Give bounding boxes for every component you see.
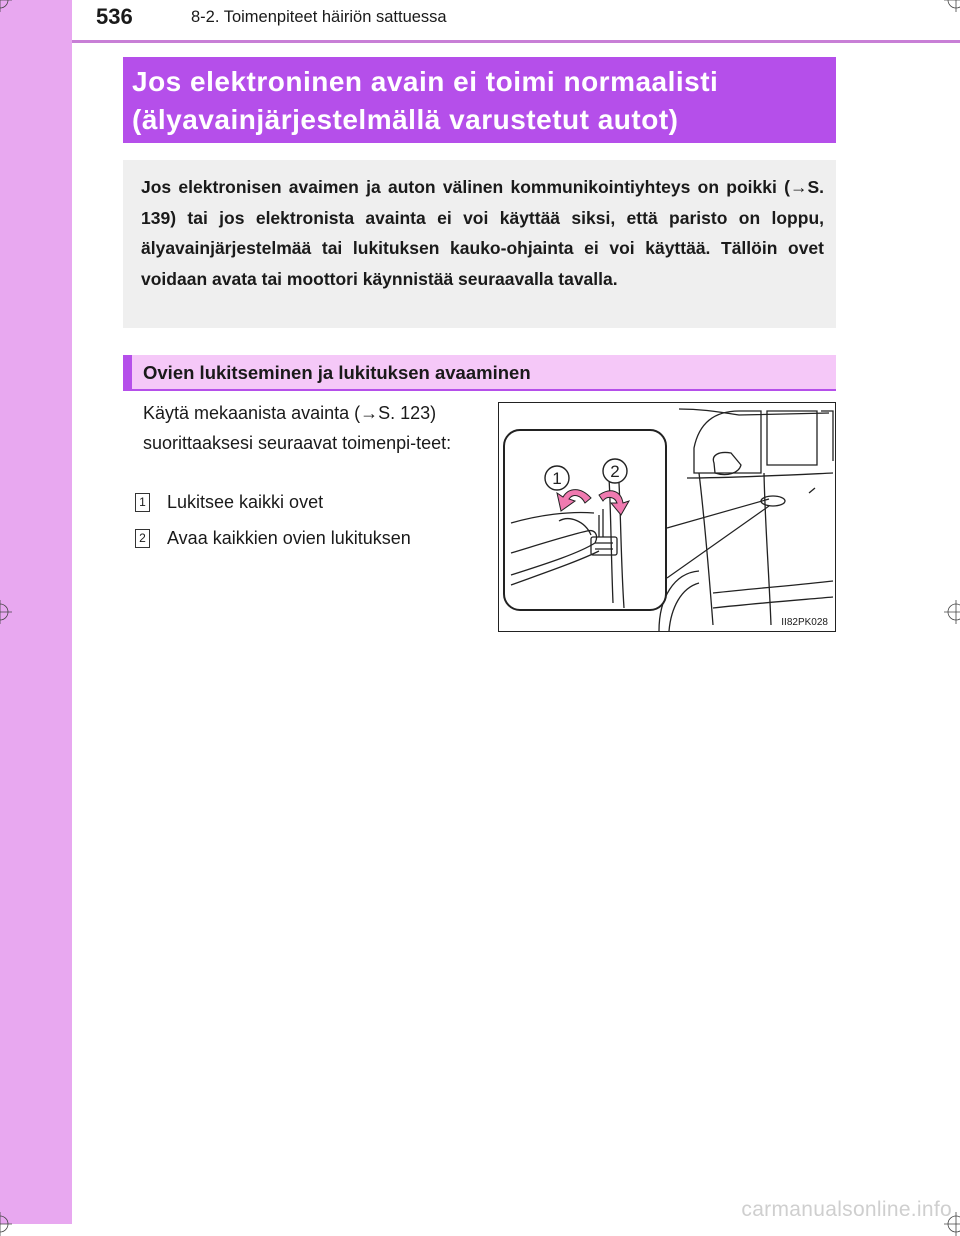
step-text: Lukitsee kaikki ovet xyxy=(167,492,324,512)
section-heading xyxy=(123,355,836,390)
crosshair-mark-icon xyxy=(0,0,12,12)
car-door-key-drawing xyxy=(499,403,835,631)
step-number-badge: 2 xyxy=(135,529,150,548)
intro-text: Jos elektronisen avaimen ja auton välinen kommunikointiyhteys on poikki (→S. 139) tai jos elektronista avainta ei voi käyttää siksi, että paristo on loppu, älyavainjärjestelmää tai lukituksen kauko-ohjainta ei voi käyttää. Tällöin ovet voidaan avata tai moottori käynnistää seuraavalla tavalla. xyxy=(141,177,824,289)
section-underline xyxy=(123,389,836,391)
step-number-badge: 1 xyxy=(135,493,150,512)
page-title-line-1: Jos elektroninen avain ei toimi normaalisti xyxy=(132,66,719,97)
step-text: Avaa kaikkien ovien lukituksen xyxy=(167,528,411,548)
magnified-inset xyxy=(504,430,666,610)
header-divider xyxy=(72,40,960,43)
breadcrumb: 8-2. Toimenpiteet häiriön sattuessa xyxy=(191,8,447,26)
section-title: Ovien lukitseminen ja lukituksen avaaminen xyxy=(143,362,531,383)
page-number: 536 xyxy=(96,4,133,29)
crosshair-mark-icon xyxy=(0,600,12,624)
page-title-line-2: (älyavainjärjestelmällä varustetut autot) xyxy=(132,104,679,135)
crosshair-mark-icon xyxy=(944,600,960,624)
page-title xyxy=(123,57,836,143)
crosshair-mark-icon xyxy=(0,1212,12,1236)
door-lock-illustration xyxy=(498,402,836,632)
watermark: carmanualsonline.info xyxy=(741,1198,952,1221)
step-item-unlock xyxy=(135,525,411,551)
figure-code: II82PK028 xyxy=(781,617,828,628)
callout-1-label: 1 xyxy=(552,469,562,488)
callout-2-label: 2 xyxy=(610,462,620,481)
crosshair-mark-icon xyxy=(944,0,960,12)
step-item-lock xyxy=(135,489,323,515)
section-body-text: Käytä mekaanista avainta (→S. 123) suorittaaksesi seuraavat toimenpi-teet: xyxy=(143,403,452,453)
intro-box xyxy=(123,160,836,328)
